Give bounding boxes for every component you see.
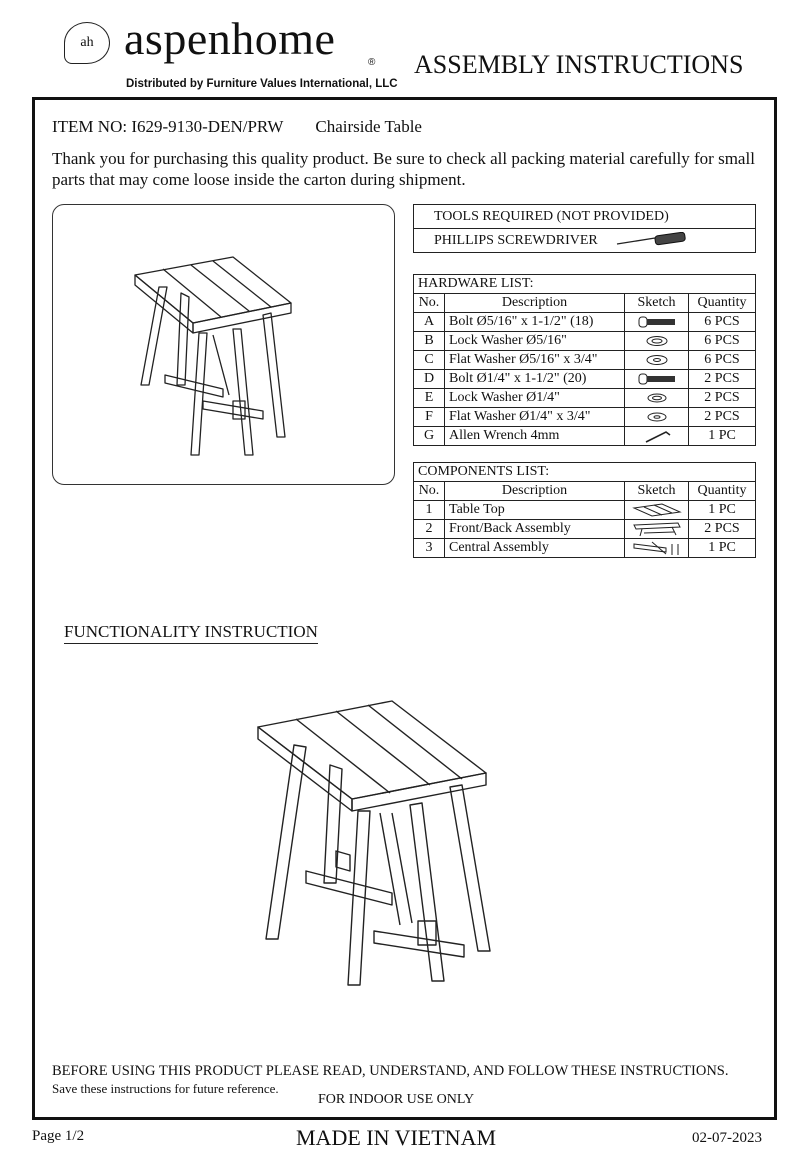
components-table: [413, 462, 756, 558]
table-row: C Flat Washer Ø5/16" x 3/4" 6 PCS: [414, 351, 756, 370]
bolt-icon: [625, 313, 689, 332]
tools-heading: TOOLS REQUIRED (NOT PROVIDED): [414, 205, 756, 229]
hardware-header-no: No.: [414, 294, 445, 313]
components-header-sketch: Sketch: [625, 482, 689, 501]
components-header-no: No.: [414, 482, 445, 501]
lock-washer-icon: [625, 389, 689, 408]
front-back-assembly-icon: [625, 520, 689, 539]
hardware-title: HARDWARE LIST:: [414, 275, 756, 294]
made-in-label: MADE IN VIETNAM: [296, 1125, 497, 1150]
table-large-illustration-icon: [250, 695, 540, 995]
table-row: 1 Table Top 1 PC: [414, 501, 756, 520]
functionality-heading: FUNCTIONALITY INSTRUCTION: [64, 622, 318, 644]
save-instructions-note: Save these instructions for future reference.: [52, 1081, 279, 1096]
document-date: 02-07-2023: [692, 1130, 762, 1146]
item-line: [52, 117, 422, 137]
page-number: Page 1/2: [32, 1128, 85, 1144]
read-instructions-warning: BEFORE USING THIS PRODUCT PLEASE READ, UNDERSTAND, AND FOLLOW THESE INSTRUCTIONS.: [52, 1063, 729, 1079]
document-title: ASSEMBLY INSTRUCTIONS: [414, 50, 744, 79]
table-small-illustration-icon: [53, 205, 396, 486]
table-top-icon: [625, 501, 689, 520]
intro-text: Thank you for purchasing this quality product. Be sure to check all packing material carefully for small parts that may come loose inside the carton during shipment.: [52, 149, 755, 189]
hardware-header-description: Description: [445, 294, 625, 313]
table-row: F Flat Washer Ø1/4" x 3/4" 2 PCS: [414, 408, 756, 427]
hardware-header-sketch: Sketch: [625, 294, 689, 313]
flat-washer-icon: [625, 351, 689, 370]
bolt-icon: [625, 370, 689, 389]
screwdriver-icon: [615, 232, 689, 248]
indoor-use-note: FOR INDOOR USE ONLY: [318, 1092, 475, 1107]
table-row: 3 Central Assembly 1 PC: [414, 539, 756, 558]
hardware-header-quantity: Quantity: [689, 294, 756, 313]
flat-washer-icon: [625, 408, 689, 427]
tools-table: [413, 204, 756, 253]
brand-name: aspenhome: [124, 13, 336, 64]
allen-wrench-icon: [625, 427, 689, 446]
tools-item: PHILLIPS SCREWDRIVER: [414, 229, 756, 253]
lock-washer-icon: [625, 332, 689, 351]
hardware-table: [413, 274, 756, 446]
table-row: E Lock Washer Ø1/4" 2 PCS: [414, 389, 756, 408]
registered-mark: ®: [368, 57, 376, 68]
logo-mark: ah: [64, 22, 110, 64]
distributor-line: Distributed by Furniture Values International, LLC: [126, 78, 398, 90]
components-title: COMPONENTS LIST:: [414, 463, 756, 482]
product-preview: [52, 204, 395, 485]
components-header-quantity: Quantity: [689, 482, 756, 501]
table-row: 2 Front/Back Assembly 2 PCS: [414, 520, 756, 539]
item-number: ITEM NO: I629-9130-DEN/PRW: [52, 117, 284, 136]
table-row: B Lock Washer Ø5/16" 6 PCS: [414, 332, 756, 351]
components-header-description: Description: [445, 482, 625, 501]
table-row: D Bolt Ø1/4" x 1-1/2" (20) 2 PCS: [414, 370, 756, 389]
table-row: G Allen Wrench 4mm 1 PC: [414, 427, 756, 446]
central-assembly-icon: [625, 539, 689, 558]
table-row: A Bolt Ø5/16" x 1-1/2" (18) 6 PCS: [414, 313, 756, 332]
item-name: Chairside Table: [315, 117, 422, 136]
